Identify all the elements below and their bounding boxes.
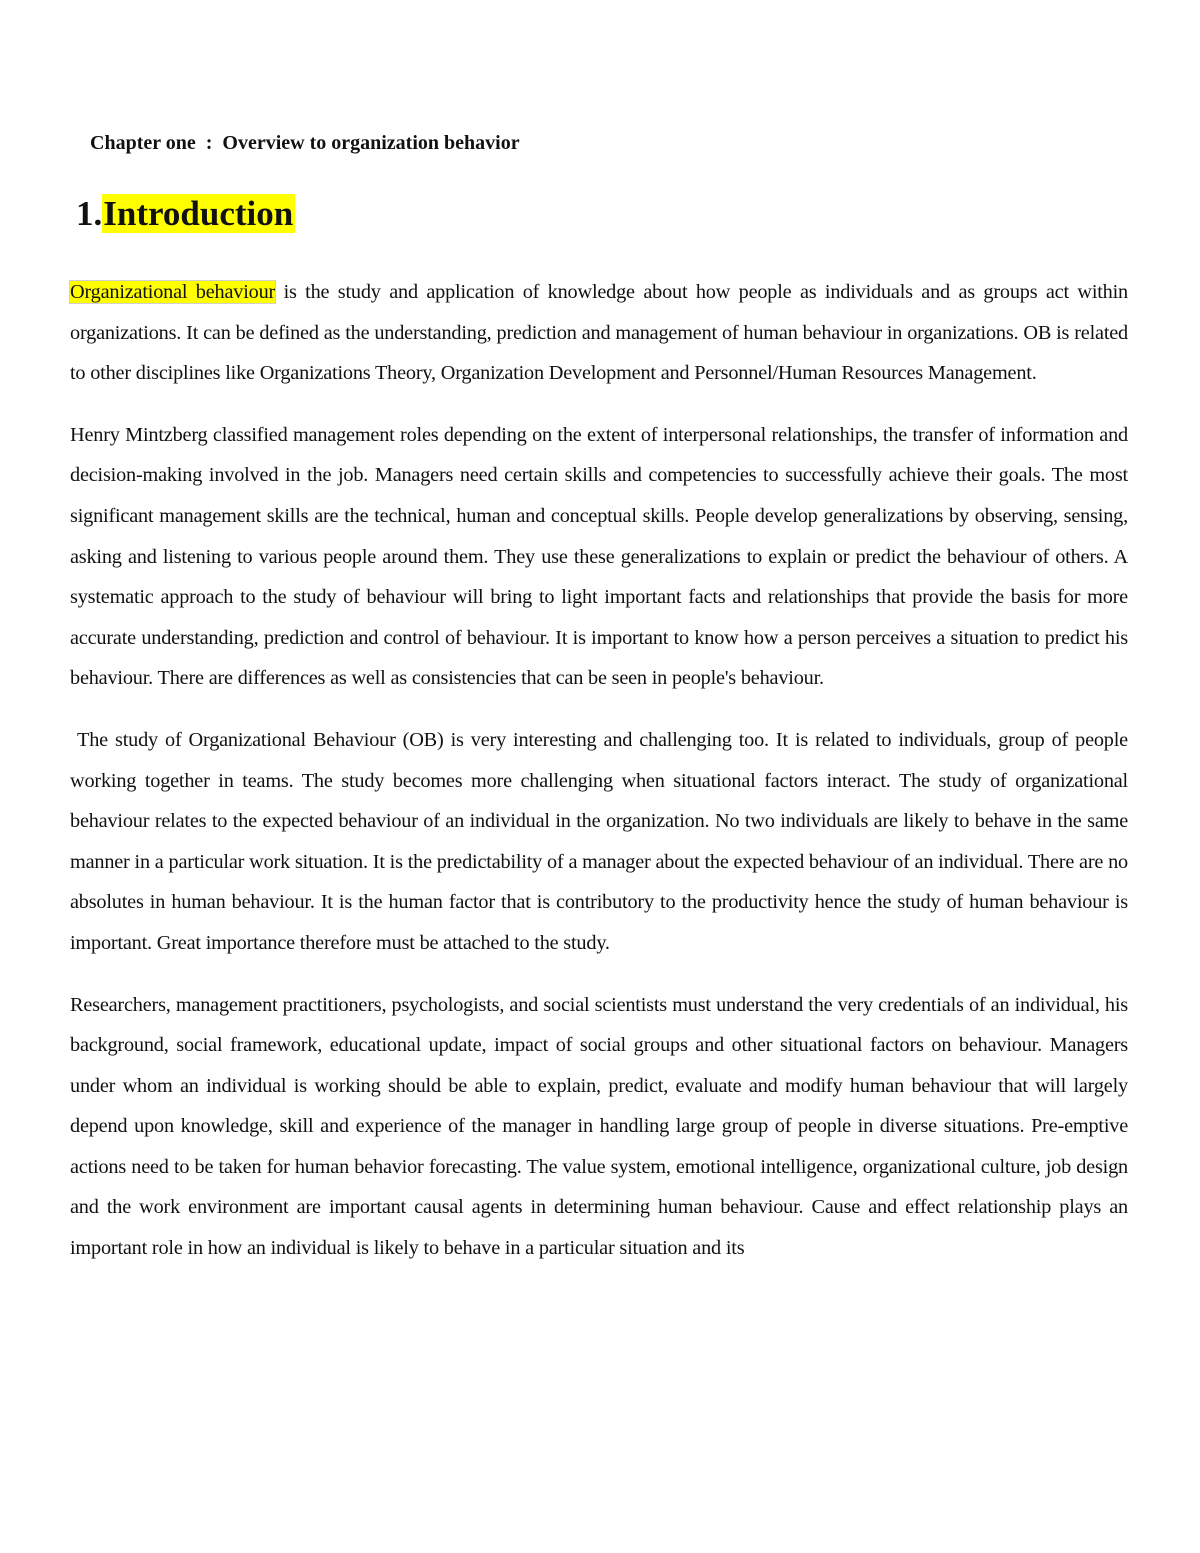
paragraph-1 [70,272,1128,394]
body-text [70,272,1133,1290]
section-number: 1. [76,194,103,233]
paragraph-1-text: is the study and application of knowledge about how people as individuals and as groups act within organizations. It can be defined as the understanding, prediction and management of human behaviour in organizations. OB is related to other disciplines like Organizations Theory, Organization Development and Personnel/Human Resources Management. [70,281,1129,385]
paragraph-2: Henry Mintzberg classified management roles depending on the extent of interpersonal relationships, the transfer of information and decision-making involved in the job. Managers need certain skills and competencies to successfully achieve their goals. The most significant management skills are the technical, human and conceptual skills. People develop generalizations by observing, sensing, asking and listening to various people around them. They use these generalizations to explain or predict the behaviour of others. A systematic approach to the study of behaviour will bring to light important facts and relationships that provide the basis for more accurate understanding, prediction and control of behaviour. It is important to know how a person perceives a situation to predict his behaviour. There are differences as well as consistencies that can be seen in people's behaviour. [70,423,1128,690]
paragraph-4: Researchers, management practitioners, psychologists, and social scientists must understand the very credentials of an individual, his background, social framework, educational update, impact of social groups and other situational factors on behaviour. Managers under whom an individual is working should be able to explain, predict, evaluate and modify human behaviour that will largely depend upon knowledge, skill and experience of the manager in handling large group of people in diverse situations. Pre-emptive actions need to be taken for human behavior forecasting. The value system, emotional intelligence, organizational culture, job design and the work environment are important causal agents in determining human behaviour. Cause and effect relationship plays an important role in how an individual is likely to behave in a particular situation and its [70,993,1128,1260]
section-title-highlighted: Introduction [103,194,294,233]
highlighted-term: Organizational behaviour [70,281,276,303]
section-heading [76,190,295,238]
chapter-title: Chapter one : Overview to organization behavior [90,132,520,154]
paragraph-3: The study of Organizational Behaviour (OB) is very interesting and challenging too. It is related to individuals, group of people working together in teams. The study becomes more challenging when situational factors interact. The study of organizational behaviour relates to the expected behaviour of an individual in the organization. No two individuals are likely to behave in the same manner in a particular work situation. It is the predictability of a manager about the expected behaviour of an individual. There are no absolutes in human behaviour. It is the human factor that is contributory to the productivity hence the study of human behaviour is important. Great importance therefore must be attached to the study. [70,728,1133,954]
